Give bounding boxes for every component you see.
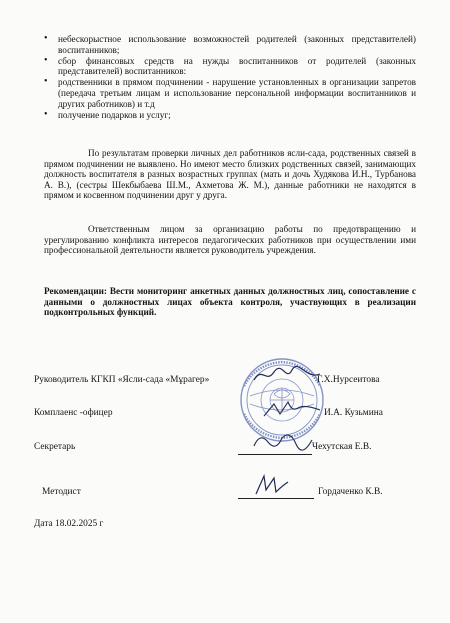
bullet-item: • получение подарков и услуг; xyxy=(44,110,416,121)
secretary-signature xyxy=(250,428,314,452)
director-title: Руководитель КГКП «Ясли-сада «Мұрагер» xyxy=(34,375,210,385)
bullet-item: • небескорыстное использование возможностей родителей (законных представителей) воспитанников; xyxy=(44,34,416,55)
compliance-signature xyxy=(262,398,324,420)
responsibility-paragraph: Ответственным лицом за организацию работы по предотвращению и урегулированию конфликта интересов педагогических работников при осуществлении ими профессиональной деятельности является руководитель учреждения. xyxy=(44,224,416,256)
secretary-name: Чехутская Е.В. xyxy=(312,442,372,452)
bullet-item: • сбор финансовых средств на нужды воспитанников от родителей (законных представителей) воспитанников: xyxy=(44,56,416,77)
bullet-item: • родственники в прямом подчинении - нарушение установленных в организации запретов (передача третьим лицам и использование персональной информации воспитанников и других работников) и т.д xyxy=(44,77,416,109)
methodist-title: Методист xyxy=(42,487,81,497)
methodist-signature xyxy=(250,472,290,498)
director-name: Г.Х.Нурсеитова xyxy=(317,375,380,385)
compliance-name: И.А. Кузьмина xyxy=(324,408,383,418)
recommendations-paragraph: Рекомендации: Вести мониторинг анкетных данных должностных лиц, сопоставление с данными о должностных лицах объекта контроля, участвующих в реализации подконтрольных функций. xyxy=(44,286,416,318)
findings-paragraph: По результатам проверки личных дел работников ясли-сада, родственных связей в прямом подчинении не выявлено. Но имеют место близких родственных связей, занимающих должность воспитателя в разных возрастных группах (мать и дочь Худякова И.Н., Турбанова А. В.), (сестры Шекбыбаева Ш.М., Ахметова Ж. М.), данные работники не находятся в прямом и косвенном подчинении друг у друга. xyxy=(44,148,416,201)
methodist-signature-line xyxy=(238,498,314,499)
document-date: Дата 18.02.2025 г xyxy=(34,519,104,529)
secretary-title: Секретарь xyxy=(34,442,76,452)
methodist-name: Гордаченко К.В. xyxy=(318,487,383,497)
bullet-list xyxy=(44,34,416,121)
director-signature xyxy=(252,364,322,386)
compliance-title: Комплаенс -офицер xyxy=(34,408,113,418)
secretary-signature-line xyxy=(238,454,312,455)
